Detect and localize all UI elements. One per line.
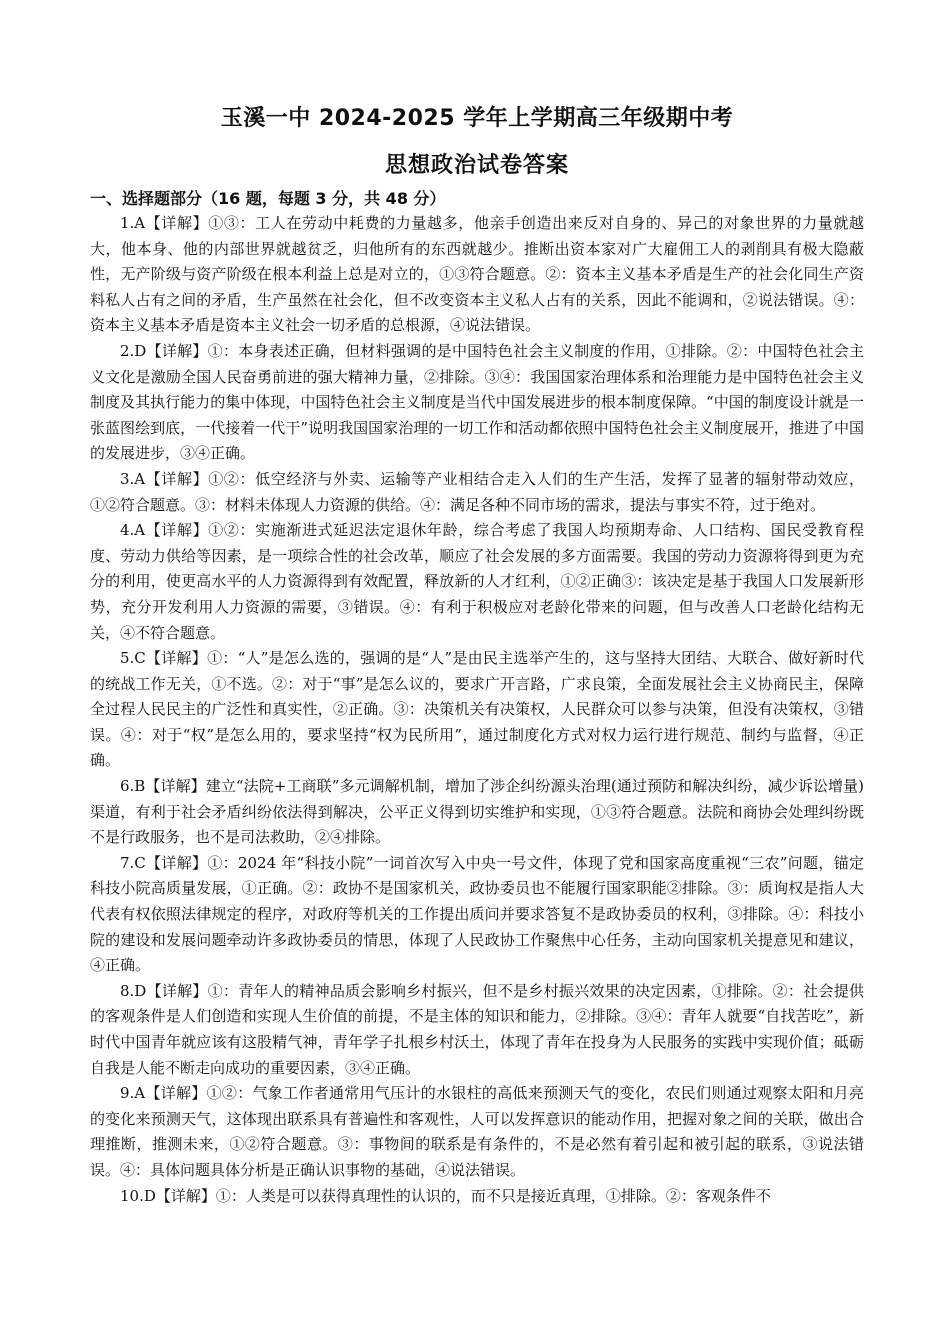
answer-label: 3.A【详解】 [120, 469, 209, 488]
answer-text: ①：“人”是怎么选的，强调的是“人”是由民主选举产生的，这与坚持大团结、大联合、做好新时代的统战工作无关，①不选。②：对于“事”是怎么议的，要求广开言路，广求良策，全面发展社会主义协商民主，保障全过程人民民主的广泛性和真实性，②正确。③：决策机关有决策权，人民群众可以参与决策，但没有决策权，③错误。④：对于“权”是怎么用的，要求坚持“权为民所用”，通过制度化方式对权力运行进行规范、制约与监督，④正确。 [90, 649, 864, 770]
answer-text: ①：2024 年“科技小院”一词首次写入中央一号文件，体现了党和国家高度重视“三农”问题，锚定科技小院高质量发展，①正确。②：政协不是国家机关，政协委员也不能履行国家职能②排除。③：质询权是指人大代表有权依照法律规定的程序，对政府等机关的工作提出质问并要求答复不是政协委员的权利，③排除。④：科技小院的建设和发展问题牵动许多政协委员的情思，体现了人民政协工作聚焦中心任务，主动向国家机关提意见和建议，④正确。 [90, 853, 864, 975]
answer-label: 7.C【详解】 [120, 853, 208, 872]
document-title: 玉溪一中 2024-2025 学年上学期高三年级期中考 [220, 106, 734, 131]
answer-text: ①②：低空经济与外卖、运输等产业相结合走入人们的生产生活，发挥了显著的辐射带动效应，①②符合题意。③：材料未体现人力资源的供给。④：满足各种不同市场的需求，提法与事实不符，过于绝对。 [90, 469, 864, 514]
answer-item [90, 646, 864, 774]
answer-label: 5.C【详解】 [120, 649, 208, 668]
answer-item [90, 1081, 864, 1183]
answer-item [90, 979, 864, 1081]
answer-item [90, 774, 864, 851]
answer-text: ①②：实施渐进式延迟法定退休年龄，综合考虑了我国人均预期寿命、人口结构、国民受教育程度、劳动力供给等因素，是一项综合性的社会改革，顺应了社会发展的多方面需要。我国的劳动力资源将得到更为充分的利用，使更高水平的人力资源得到有效配置，释放新的人才红利，①②正确③：该决定是基于我国人口发展新形势，充分开发利用人力资源的需要，③错误。④：有利于积极应对老龄化带来的问题，但与改善人口老龄化结构无关，④不符合题意。 [90, 521, 864, 642]
answer-item [90, 1184, 864, 1210]
answer-label: 8.D【详解】 [120, 981, 208, 1000]
answer-item [90, 851, 864, 979]
answer-list [90, 211, 864, 1209]
answer-item [90, 518, 864, 646]
answer-text: ①：人类是可以获得真理性的认识的，而不只是接近真理，①排除。②：客观条件不 [215, 1186, 771, 1205]
answer-label: 4.A【详解】 [120, 521, 209, 540]
answer-text: ①：青年人的精神品质会影响乡村振兴，但不是乡村振兴效果的决定因素，①排除。②：社会提供的客观条件是人们创造和实现人生价值的前提，不是主体的知识和能力，②排除。③④：青年人就要“自找苦吃”，新时代中国青年就应该有这股精气神，青年学子扎根乡村沃土，体现了青年在投身为人民服务的实践中实现价值；砥砺自我是人能不断走向成功的重要因素，③④正确。 [90, 981, 864, 1077]
section-heading: 一、选择题部分（16 题，每题 3 分，共 48 分） [90, 189, 446, 208]
answer-text: ①②：气象工作者通常用气压计的水银柱的高低来预测天气的变化，农民们则通过观察太阳和月亮的变化来预测天气，这体现出联系具有普遍性和客观性，人可以发挥意识的能动作用，把握对象之间的关联，做出合理推断，推测未来，①②符合题意。③：事物间的联系是有条件的，不是必然有着引起和被引起的联系，③说法错误。④：具体问题具体分析是正确认识事物的基础，④说法错误。 [90, 1084, 864, 1179]
answer-text: ①：本身表述正确，但材料强调的是中国特色社会主义制度的作用，①排除。②：中国特色社会主义文化是激励全国人民奋勇前进的强大精神力量，②排除。③④：我国国家治理体系和治理能力是中国特色社会主义制度及其执行能力的集中体现，中国特色社会主义制度是当代中国发展进步的根本制度保障。“中国的制度设计就是一张蓝图绘到底，一代接着一代干”说明我国国家治理的一切工作和活动都依照中国特色社会主义制度展开，推进了中国的发展进步，③④正确。 [90, 341, 864, 463]
answer-text: ①③：工人在劳动中耗费的力量越多，他亲手创造出来反对自身的、异己的对象世界的力量就越大，他本身、他的内部世界就越贫乏，归他所有的东西就越少。推断出资本家对广大雇佣工人的剥削具有极大隐蔽性，无产阶级与资产阶级在根本利益上总是对立的，①③符合题意。②：资本主义基本矛盾是生产的社会化同生产资料私人占有之间的矛盾，生产虽然在社会化，但不改变资本主义私人占有的关系，因此不能调和，②说法错误。④：资本主义基本矛盾是资本主义社会一切矛盾的总根源，④说法错误。 [90, 214, 864, 335]
answer-item [90, 211, 864, 339]
answer-label: 10.D【详解】 [120, 1186, 216, 1205]
document-subtitle: 思想政治试卷答案 [384, 153, 569, 178]
answer-label: 9.A【详解】 [120, 1084, 207, 1103]
answer-text: 建立“法院+工商联”多元调解机制，增加了涉企纠纷源头治理(通过预防和解决纠纷，减少诉讼增量)渠道，有利于社会矛盾纠纷依法得到解决，公平正义得到切实维护和实现，①③符合题意。法院和商协会处理纠纷既不是行政服务，也不是司法救助，②④排除。 [90, 777, 864, 847]
answer-item [90, 339, 864, 467]
answer-label: 1.A【详解】 [120, 214, 209, 232]
answer-item [90, 467, 864, 518]
answer-label: 6.B【详解】 [120, 777, 206, 796]
answer-label: 2.D【详解】 [120, 341, 208, 360]
